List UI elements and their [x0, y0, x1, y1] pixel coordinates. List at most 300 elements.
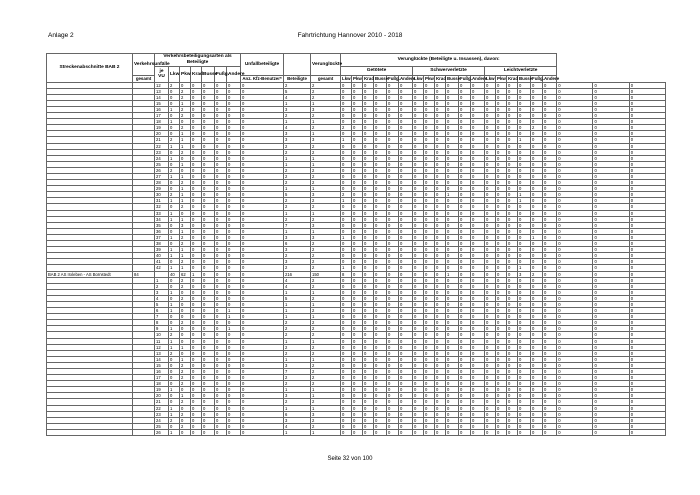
table-cell: 0: [518, 222, 531, 228]
table-cell: 0: [543, 375, 557, 381]
table-cell: 0: [531, 301, 543, 307]
table-cell: 0: [593, 356, 629, 362]
table-cell: 7: [284, 369, 311, 375]
table-cell: 0: [413, 241, 424, 247]
table-cell: 0: [543, 94, 557, 100]
table-cell: 2: [311, 308, 341, 314]
table-cell: 0: [374, 399, 387, 405]
table-cell: 0: [191, 326, 202, 332]
table-cell: 0: [352, 332, 363, 338]
table-cell: 2: [284, 399, 311, 405]
table-cell: 0: [485, 137, 496, 143]
table-cell: 0: [593, 216, 629, 222]
table-cell: 0: [435, 362, 446, 368]
table-cell: 0: [471, 94, 485, 100]
table-cell: 0: [593, 301, 629, 307]
table-cell: 0: [557, 362, 593, 368]
table-cell: 0: [593, 289, 629, 295]
table-cell: 0: [202, 271, 215, 277]
table-cell: 0: [374, 100, 387, 106]
table-cell: 4: [284, 94, 311, 100]
table-cell: 0: [557, 350, 593, 356]
table-cell: 2: [284, 180, 311, 186]
table-cell: 0: [459, 399, 471, 405]
table-cell: 0: [543, 247, 557, 253]
table-cell: 0: [341, 161, 352, 167]
table-cell: 0: [387, 259, 399, 265]
table-cell: 0: [629, 125, 665, 131]
table-cell: 0: [363, 429, 374, 435]
table-cell: 0: [413, 88, 424, 94]
table-cell: 0: [215, 308, 227, 314]
table-cell: 0: [202, 100, 215, 106]
table-cell: 0: [387, 88, 399, 94]
table-cell: 0: [202, 308, 215, 314]
table-cell: 0: [543, 113, 557, 119]
table-cell: 0: [387, 247, 399, 253]
table-cell: 0: [507, 320, 518, 326]
table-cell: 0: [496, 100, 507, 106]
table-cell: 0: [399, 143, 413, 149]
table-cell: 0: [629, 210, 665, 216]
table-cell: 0: [363, 405, 374, 411]
table-cell: 0: [459, 186, 471, 192]
table-cell: 0: [215, 88, 227, 94]
table-cell: 0: [557, 277, 593, 283]
table-cell: 0: [352, 265, 363, 271]
table-cell: 0: [191, 186, 202, 192]
table-cell: 0: [459, 362, 471, 368]
table-cell: 0: [446, 314, 459, 320]
table-cell: 0: [180, 387, 191, 393]
table-cell: 0: [399, 344, 413, 350]
header-p-krad: Krad: [191, 67, 202, 83]
table-cell: 0: [191, 265, 202, 271]
table-cell: 0: [352, 405, 363, 411]
table-cell: 0: [413, 271, 424, 277]
table-cell: 0: [341, 119, 352, 125]
table-cell: 0: [399, 301, 413, 307]
table-cell: 0: [227, 186, 241, 192]
table-cell: 0: [227, 283, 241, 289]
table-cell: 0: [399, 308, 413, 314]
table-cell: 2: [311, 216, 341, 222]
table-cell: 0: [399, 253, 413, 259]
header-row-1: [47, 54, 666, 67]
table-cell: 0: [518, 167, 531, 173]
header-casualties-detail: Verunglückte (Beteiligte u. Insassen), davon:: [341, 54, 557, 67]
table-cell: 0: [496, 167, 507, 173]
table-cell: 0: [413, 180, 424, 186]
table-cell: 0: [593, 320, 629, 326]
table-cell: 0: [507, 167, 518, 173]
table-cell: 1: [180, 247, 191, 253]
table-cell: 0: [446, 338, 459, 344]
table-cell: 0: [507, 149, 518, 155]
table-cell: 0: [471, 326, 485, 332]
table-cell: 0: [543, 88, 557, 94]
table-cell: 0: [543, 125, 557, 131]
table-cell: 2: [180, 381, 191, 387]
table-cell: 0: [557, 167, 593, 173]
table-cell: 0: [543, 411, 557, 417]
table-cell: 0: [341, 149, 352, 155]
table-cell: 0: [518, 106, 531, 112]
table-cell: 0: [507, 119, 518, 125]
table-cell: 2: [311, 417, 341, 423]
header-p-pkw: Pkw: [180, 67, 191, 83]
table-cell: 0: [387, 344, 399, 350]
table-cell: 0: [387, 429, 399, 435]
table-cell: 0: [413, 405, 424, 411]
table-cell: 0: [424, 314, 435, 320]
table-cell: 0: [435, 228, 446, 234]
table-cell: 0: [507, 308, 518, 314]
table-cell: 8: [341, 271, 352, 277]
table-cell: 0: [341, 174, 352, 180]
table-cell: 0: [363, 265, 374, 271]
table-cell: 0: [191, 198, 202, 204]
table-cell: 1: [169, 344, 180, 350]
table-cell: 0: [485, 393, 496, 399]
table-cell: 2: [169, 82, 180, 88]
table-cell: 0: [543, 399, 557, 405]
table-cell: 0: [227, 429, 241, 435]
table-cell: 0: [215, 362, 227, 368]
table-cell: 2: [311, 247, 341, 253]
table-cell: 0: [593, 271, 629, 277]
table-cell: 0: [241, 137, 284, 143]
table-cell: 23: [155, 411, 169, 417]
table-cell: 0: [518, 253, 531, 259]
table-cell: 0: [363, 149, 374, 155]
table-cell: 0: [557, 204, 593, 210]
table-cell: 0: [341, 369, 352, 375]
table-cell: 0: [202, 411, 215, 417]
table-cell: 0: [507, 393, 518, 399]
table-cell: 3: [284, 137, 311, 143]
table-cell: 0: [446, 308, 459, 314]
table-cell: 0: [180, 326, 191, 332]
table-cell: 0: [446, 186, 459, 192]
table-cell: 0: [557, 155, 593, 161]
table-cell: 0: [446, 204, 459, 210]
table-cell: 0: [363, 125, 374, 131]
table-cell: 0: [202, 326, 215, 332]
table-cell: 0: [507, 271, 518, 277]
table-cell: 0: [227, 320, 241, 326]
table-cell: 0: [507, 295, 518, 301]
table-cell: 0: [629, 174, 665, 180]
table-cell: 0: [446, 241, 459, 247]
table-cell: 0: [629, 167, 665, 173]
table-cell: 0: [424, 332, 435, 338]
table-cell: 0: [557, 301, 593, 307]
table-cell: 29: [155, 186, 169, 192]
table-cell: 0: [413, 259, 424, 265]
table-cell: 0: [387, 381, 399, 387]
table-cell: 0: [531, 241, 543, 247]
table-cell: 0: [241, 387, 284, 393]
table-cell: 2: [284, 265, 311, 271]
table-cell: 0: [496, 283, 507, 289]
table-cell: 0: [363, 399, 374, 405]
table-cell: 0: [341, 411, 352, 417]
table-cell: 0: [518, 350, 531, 356]
table-cell: 0: [496, 259, 507, 265]
table-cell: 0: [496, 399, 507, 405]
table-cell: 0: [215, 247, 227, 253]
table-cell: 0: [507, 381, 518, 387]
table-cell: 0: [374, 344, 387, 350]
table-cell: 0: [593, 423, 629, 429]
table-cell: 0: [363, 180, 374, 186]
table-cell: 0: [399, 265, 413, 271]
table-cell: 0: [227, 338, 241, 344]
table-cell: 0: [169, 381, 180, 387]
table-cell: 0: [215, 100, 227, 106]
table-cell: 1: [169, 198, 180, 204]
table-cell: 0: [202, 88, 215, 94]
table-cell: 0: [507, 411, 518, 417]
table-cell: 0: [363, 161, 374, 167]
table-cell: 0: [459, 180, 471, 186]
table-cell: 0: [485, 271, 496, 277]
table-cell: 0: [227, 167, 241, 173]
table-cell: 0: [531, 369, 543, 375]
table-cell: 0: [518, 387, 531, 393]
table-cell: 0: [485, 381, 496, 387]
table-cell: 2: [180, 423, 191, 429]
table-cell: 0: [629, 375, 665, 381]
table-cell: 0: [593, 222, 629, 228]
table-cell: 0: [352, 411, 363, 417]
table-cell: 0: [387, 174, 399, 180]
table-cell: 0: [446, 301, 459, 307]
table-cell: 0: [180, 308, 191, 314]
table-cell: 0: [241, 277, 284, 283]
table-cell: 0: [531, 289, 543, 295]
table-cell: 0: [399, 228, 413, 234]
table-cell: 0: [459, 387, 471, 393]
table-cell: 0: [363, 100, 374, 106]
table-cell: 0: [593, 186, 629, 192]
row-accident-total: [133, 429, 155, 435]
table-cell: 0: [387, 411, 399, 417]
table-cell: 0: [543, 423, 557, 429]
table-cell: 24: [155, 417, 169, 423]
table-cell: 0: [227, 241, 241, 247]
table-cell: 0: [341, 417, 352, 423]
table-cell: 41: [155, 259, 169, 265]
table-cell: 0: [507, 228, 518, 234]
table-cell: 0: [202, 423, 215, 429]
table-cell: 3: [311, 192, 341, 198]
table-cell: 0: [435, 429, 446, 435]
table-cell: 0: [507, 125, 518, 131]
table-cell: 0: [352, 356, 363, 362]
table-cell: 0: [241, 161, 284, 167]
table-cell: 0: [507, 338, 518, 344]
table-cell: 0: [471, 198, 485, 204]
table-cell: 0: [496, 375, 507, 381]
table-cell: 1: [227, 326, 241, 332]
table-cell: 0: [593, 247, 629, 253]
table-cell: 2: [180, 295, 191, 301]
table-cell: 0: [593, 167, 629, 173]
table-cell: 2: [531, 271, 543, 277]
table-cell: 1: [169, 301, 180, 307]
table-cell: 150: [311, 271, 341, 277]
table-cell: 0: [485, 88, 496, 94]
table-cell: 0: [629, 417, 665, 423]
table-cell: 21: [155, 137, 169, 143]
table-cell: 0: [399, 350, 413, 356]
table-cell: 0: [424, 119, 435, 125]
table-cell: 0: [471, 119, 485, 125]
table-cell: 0: [202, 210, 215, 216]
table-cell: 0: [341, 241, 352, 247]
table-cell: 0: [507, 247, 518, 253]
table-cell: 0: [387, 198, 399, 204]
table-cell: 0: [241, 94, 284, 100]
table-cell: 0: [593, 387, 629, 393]
table-cell: 1: [531, 234, 543, 240]
table-cell: 2: [311, 362, 341, 368]
table-cell: 0: [413, 222, 424, 228]
header-k-busse: Busse: [375, 76, 389, 81]
table-cell: 1: [169, 387, 180, 393]
table-cell: 0: [496, 338, 507, 344]
table-cell: 0: [215, 271, 227, 277]
table-cell: 0: [446, 411, 459, 417]
table-cell: 0: [446, 210, 459, 216]
table-cell: 0: [531, 119, 543, 125]
table-cell: 0: [374, 362, 387, 368]
table-cell: 0: [496, 314, 507, 320]
table-cell: 0: [363, 247, 374, 253]
table-cell: 0: [485, 143, 496, 149]
table-cell: 0: [507, 94, 518, 100]
table-cell: 0: [424, 283, 435, 289]
table-cell: 0: [399, 137, 413, 143]
table-cell: 0: [413, 301, 424, 307]
table-cell: 0: [227, 289, 241, 295]
table-cell: 0: [459, 100, 471, 106]
table-cell: 1: [169, 119, 180, 125]
table-cell: 2: [311, 167, 341, 173]
table-cell: 0: [202, 247, 215, 253]
table-cell: 0: [215, 137, 227, 143]
table-cell: 0: [446, 387, 459, 393]
header-involved-pad: [284, 54, 311, 76]
table-cell: 0: [446, 216, 459, 222]
table-cell: 0: [413, 356, 424, 362]
table-cell: 0: [471, 259, 485, 265]
table-cell: 0: [399, 356, 413, 362]
table-cell: 12: [155, 344, 169, 350]
table-cell: 0: [557, 411, 593, 417]
table-cell: 0: [191, 222, 202, 228]
table-cell: 0: [191, 387, 202, 393]
table-cell: 0: [215, 314, 227, 320]
table-cell: 0: [399, 174, 413, 180]
table-cell: 0: [241, 295, 284, 301]
table-cell: 0: [518, 119, 531, 125]
table-cell: 0: [169, 88, 180, 94]
table-cell: 0: [485, 259, 496, 265]
table-cell: 1: [311, 186, 341, 192]
table-cell: 0: [446, 222, 459, 228]
table-cell: 0: [435, 259, 446, 265]
table-cell: 0: [191, 314, 202, 320]
table-cell: 1: [180, 228, 191, 234]
table-cell: 2: [311, 344, 341, 350]
table-cell: 0: [191, 131, 202, 137]
table-cell: 2: [311, 277, 341, 283]
table-cell: 0: [593, 332, 629, 338]
table-cell: 0: [413, 399, 424, 405]
table-cell: 0: [543, 356, 557, 362]
table-cell: 0: [459, 417, 471, 423]
table-cell: 0: [352, 247, 363, 253]
table-cell: 0: [413, 113, 424, 119]
table-cell: 0: [215, 82, 227, 88]
table-cell: 0: [169, 161, 180, 167]
table-cell: 0: [363, 320, 374, 326]
table-cell: 0: [180, 119, 191, 125]
table-cell: 0: [169, 423, 180, 429]
table-cell: 0: [435, 283, 446, 289]
table-cell: 0: [629, 88, 665, 94]
table-cell: 0: [471, 265, 485, 271]
table-cell: 0: [227, 417, 241, 423]
table-cell: 0: [399, 216, 413, 222]
table-cell: 2: [180, 234, 191, 240]
table-cell: 0: [227, 119, 241, 125]
table-cell: 0: [202, 277, 215, 283]
table-cell: 0: [629, 143, 665, 149]
table-cell: 3: [284, 417, 311, 423]
table-cell: 0: [241, 167, 284, 173]
table-cell: 0: [424, 106, 435, 112]
table-cell: 0: [241, 381, 284, 387]
table-cell: 0: [557, 356, 593, 362]
table-cell: 0: [593, 350, 629, 356]
table-cell: 0: [446, 94, 459, 100]
table-cell: 0: [531, 417, 543, 423]
table-cell: 0: [374, 228, 387, 234]
table-cell: 0: [241, 155, 284, 161]
table-cell: 1: [311, 387, 341, 393]
table-cell: 0: [202, 113, 215, 119]
table-cell: 0: [496, 356, 507, 362]
table-cell: 0: [496, 265, 507, 271]
table-cell: 0: [413, 344, 424, 350]
table-cell: 0: [543, 265, 557, 271]
table-cell: 0: [543, 429, 557, 435]
table-cell: 0: [387, 265, 399, 271]
table-cell: 0: [531, 338, 543, 344]
table-cell: 0: [543, 283, 557, 289]
table-cell: 0: [629, 381, 665, 387]
table-cell: 1: [180, 216, 191, 222]
table-cell: 0: [531, 314, 543, 320]
table-cell: 0: [459, 88, 471, 94]
table-cell: 2: [284, 174, 311, 180]
table-cell: 0: [215, 375, 227, 381]
table-cell: 0: [387, 338, 399, 344]
